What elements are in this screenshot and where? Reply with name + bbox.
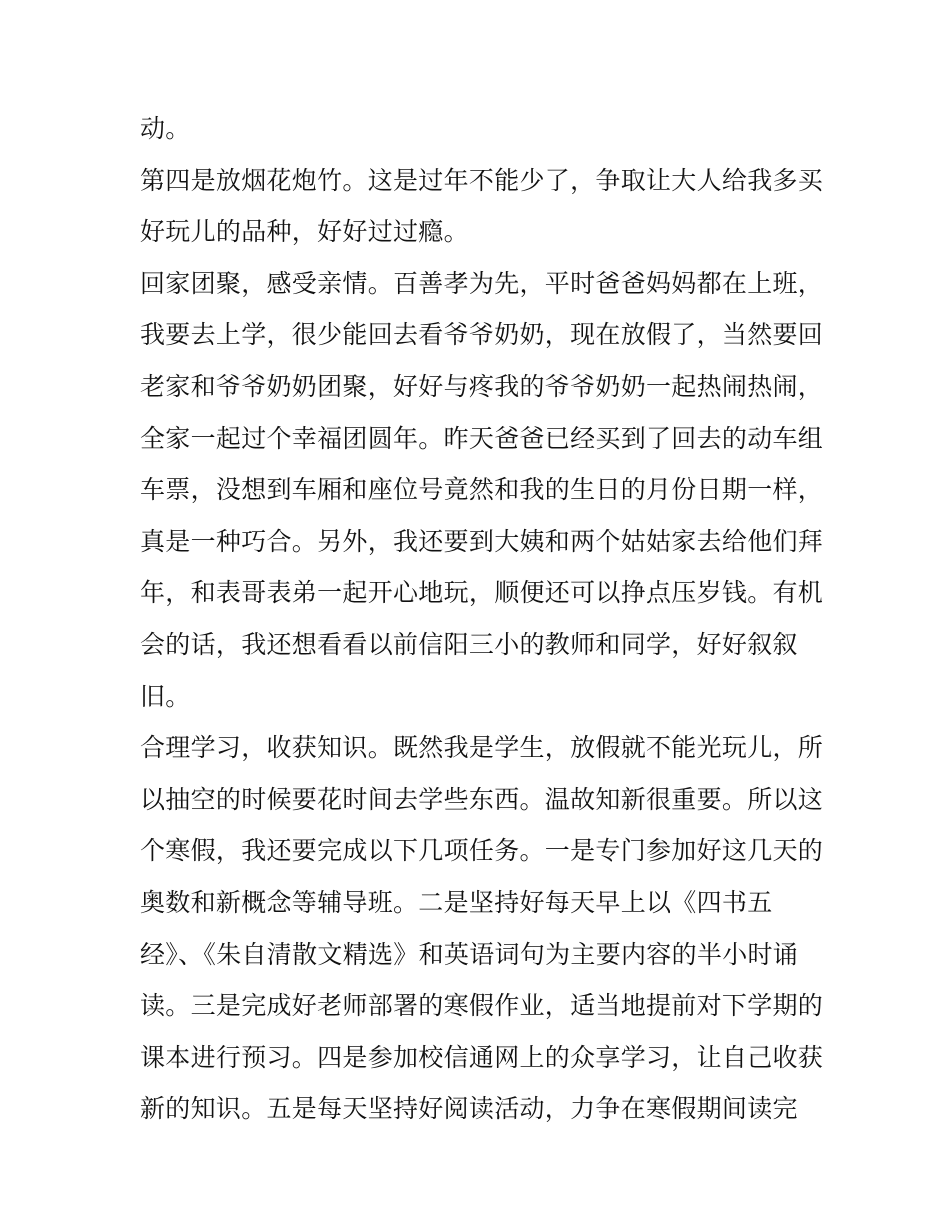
text-line: 我要去上学，很少能回去看爷爷奶奶，现在放假了，当然要回 (140, 320, 824, 350)
text-line: 回家团聚，感受亲情。百善孝为先，平时爸爸妈妈都在上班， (140, 268, 824, 298)
text-line: 车票，没想到车厢和座位号竟然和我的生日的月份日期一样， (140, 475, 824, 505)
text-line: 读。三是完成好老师部署的寒假作业，适当地提前对下学期的 (140, 991, 824, 1021)
text-line: 旧。 (140, 681, 191, 711)
text-line: 奥数和新概念等辅导班。二是坚持好每天早上以《四书五 (140, 887, 773, 917)
text-line: 动。 (140, 114, 191, 143)
text-line: 经》、《朱自清散文精选》和英语词句为主要内容的半小时诵 (140, 939, 799, 969)
text-line: 好玩儿的品种，好好过过瘾。 (140, 217, 469, 247)
text-line: 第四是放烟花炮竹。这是过年不能少了，争取让大人给我多买 (140, 165, 824, 195)
text-line: 会的话，我还想看看以前信阳三小的教师和同学，好好叙叙 (140, 629, 798, 659)
text-line: 以抽空的时候要花时间去学些东西。温故知新很重要。所以这 (140, 784, 824, 814)
text-line: 年，和表哥表弟一起开心地玩，顺便还可以挣点压岁钱。有机 (140, 578, 824, 608)
text-line: 真是一种巧合。另外，我还要到大姨和两个姑姑家去给他们拜 (140, 526, 824, 556)
text-line: 个寒假，我还要完成以下几项任务。一是专门参加好这几天的 (140, 836, 824, 866)
text-line: 合理学习，收获知识。既然我是学生，放假就不能光玩儿，所 (140, 733, 824, 763)
body-text (140, 103, 824, 1135)
text-line: 老家和爷爷奶奶团聚，好好与疼我的爷爷奶奶一起热闹热闹， (140, 371, 824, 401)
text-line: 全家一起过个幸福团圆年。昨天爸爸已经买到了回去的动车组 (140, 423, 824, 453)
text-line: 课本进行预习。四是参加校信通网上的众享学习，让自己收获 (140, 1042, 824, 1072)
text-line: 新的知识。五是每天坚持好阅读活动，力争在寒假期间读完 (140, 1094, 798, 1124)
